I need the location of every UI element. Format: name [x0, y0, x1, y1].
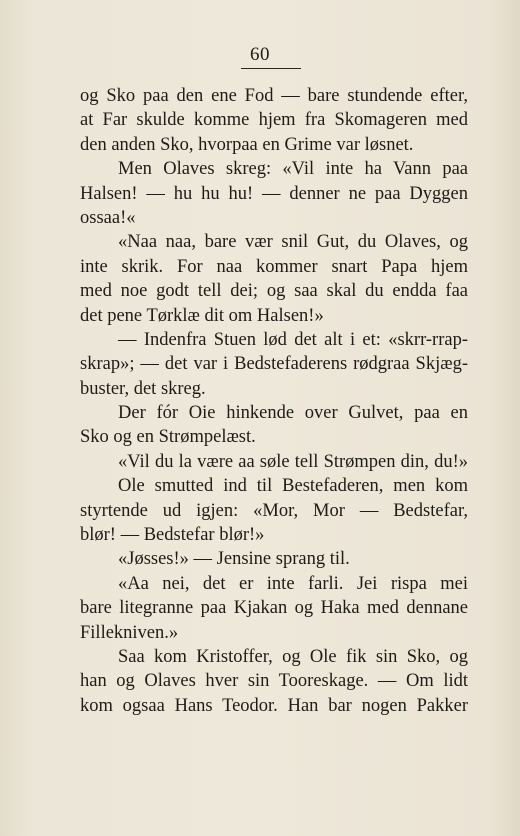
body-text — [80, 84, 468, 718]
text-line: buster, det skreg. — [80, 378, 206, 399]
text-line: Saa kom Kristoffer, og Ole fik sin Sko, og — [118, 646, 468, 667]
text-line: ossaa!« — [80, 207, 136, 228]
text-line: «Jøsses!» — Jensine sprang til. — [118, 549, 350, 570]
text-line: den anden Sko, hvorpaa en Grime var løsnet. — [80, 134, 414, 155]
page-number: 60 — [250, 44, 270, 65]
text-line: Men Olaves skreg: «Vil inte ha Vann paa — [118, 159, 468, 180]
text-line: «Vil du la være aa søle tell Strømpen din, du!» — [118, 451, 468, 472]
text-line: blør! — Bedstefar blør!» — [80, 525, 265, 546]
text-line: med noe godt tell dei; og saa skal du endda faa — [80, 281, 468, 302]
text-line: Sko og en Strømpelæst. — [80, 427, 256, 448]
text-line: Halsen! — hu hu hu! — denner ne paa Dyggen — [80, 183, 468, 204]
text-line: inte skrik. For naa kommer snart Papa hjem — [80, 256, 468, 277]
text-line: kom ogsaa Hans Teodor. Han bar nogen Pakker — [80, 695, 468, 716]
text-line: han og Olaves hver sin Tooreskage. — Om lidt — [80, 671, 468, 692]
text-line: styrtende ud igjen: «Mor, Mor — Bedstefar, — [80, 500, 468, 521]
page-number-rule — [241, 68, 301, 69]
text-line: — Indenfra Stuen lød det alt i et: «skrr-rrap- — [118, 329, 468, 350]
text-line: «Naa naa, bare vær snil Gut, du Olaves, og — [118, 232, 468, 253]
text-line: skrap»; — det var i Bedstefaderens rødgraa Skjæg- — [80, 354, 468, 375]
text-line: Ole smutted ind til Bestefaderen, men kom — [118, 476, 468, 497]
text-line: bare litegranne paa Kjakan og Haka med dennane — [80, 598, 468, 619]
text-line: at Far skulde komme hjem fra Skomageren med — [80, 110, 468, 131]
text-line: Fillekniven.» — [80, 622, 179, 643]
text-line: «Aa nei, det er inte farli. Jei rispa mei — [118, 573, 468, 594]
text-line: og Sko paa den ene Fod — bare stundende efter, — [80, 86, 468, 106]
text-line: det pene Tørklæ dit om Halsen!» — [80, 305, 324, 326]
text-line: Der fór Oie hinkende over Gulvet, paa en — [118, 403, 468, 424]
